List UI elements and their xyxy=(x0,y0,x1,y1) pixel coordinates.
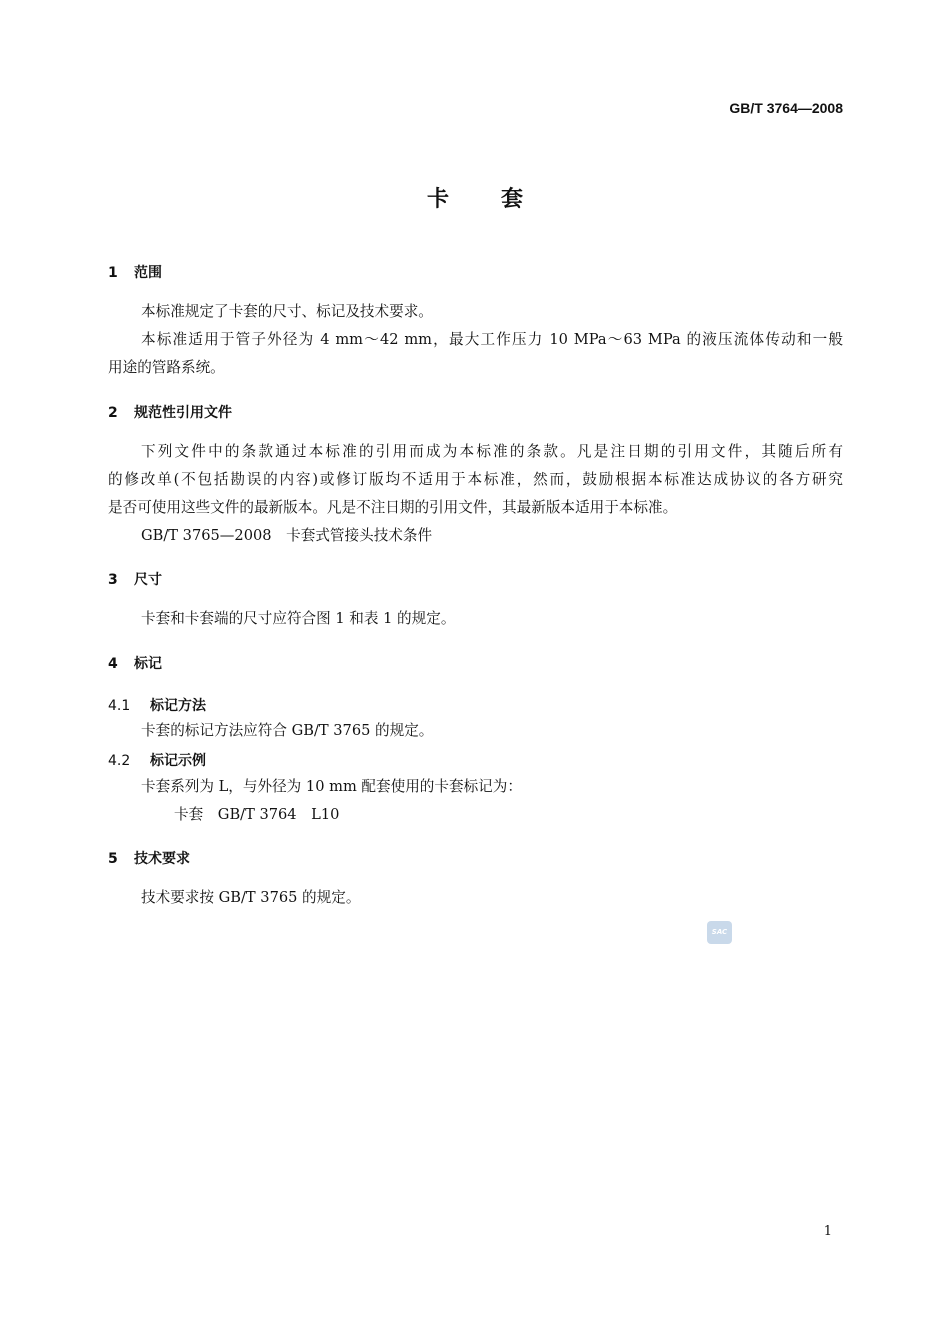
standard-code: GB/T 3764—2008 xyxy=(729,100,843,116)
marking-example: 卡套 GB/T 3764 L10 xyxy=(174,806,340,823)
section-1-heading xyxy=(108,262,162,282)
section-title: 范围 xyxy=(134,265,162,281)
section-4-2-heading xyxy=(108,750,206,770)
sac-watermark-logo: SAC xyxy=(707,921,732,944)
section-number: 4 xyxy=(108,656,118,672)
section-number: 3 xyxy=(108,572,118,588)
section-5-paragraph-1: 技术要求按 GB/T 3765 的规定。 xyxy=(141,889,361,906)
normative-reference: GB/T 3765—2008 卡套式管接头技术条件 xyxy=(141,527,433,544)
section-3-paragraph-1: 卡套和卡套端的尺寸应符合图 1 和表 1 的规定。 xyxy=(141,610,456,627)
section-title: 尺寸 xyxy=(134,572,162,588)
section-4-2-paragraph: 卡套系列为 L，与外径为 10 mm 配套使用的卡套标记为： xyxy=(141,778,522,795)
paragraph-line: 用途的管路系统。 xyxy=(108,359,225,376)
section-title: 技术要求 xyxy=(134,851,190,867)
subsection-title: 标记示例 xyxy=(150,753,206,769)
section-number: 2 xyxy=(108,405,118,421)
section-3-heading xyxy=(108,569,162,589)
subsection-title: 标记方法 xyxy=(150,698,206,714)
section-number: 5 xyxy=(108,851,118,867)
section-1-paragraph-2 xyxy=(108,326,843,382)
section-title: 标记 xyxy=(134,656,162,672)
paragraph-line: 的修改单(不包括勘误的内容)或修订版均不适用于本标准，然而，鼓励根据本标准达成协议的各方研究 xyxy=(108,471,843,488)
section-1-paragraph-1: 本标准规定了卡套的尺寸、标记及技术要求。 xyxy=(141,303,433,320)
subsection-number: 4.2 xyxy=(108,753,131,769)
section-2-heading xyxy=(108,402,232,422)
section-4-heading xyxy=(108,653,162,673)
subsection-number: 4.1 xyxy=(108,698,131,714)
section-4-1-heading xyxy=(108,695,206,715)
section-number: 1 xyxy=(108,265,118,281)
paragraph-line: 本标准适用于管子外径为 4 mm～42 mm，最大工作压力 10 MPa～63 MPa 的液压流体传动和一般 xyxy=(141,331,843,348)
section-title: 规范性引用文件 xyxy=(134,405,232,421)
paragraph-line: 下列文件中的条款通过本标准的引用而成为本标准的条款。凡是注日期的引用文件，其随后所有 xyxy=(141,443,843,460)
section-2-paragraph-1 xyxy=(108,438,843,522)
page-number: 1 xyxy=(823,1224,832,1239)
section-4-1-paragraph: 卡套的标记方法应符合 GB/T 3765 的规定。 xyxy=(141,722,434,739)
section-5-heading xyxy=(108,848,190,868)
paragraph-line: 是否可使用这些文件的最新版本。凡是不注日期的引用文件，其最新版本适用于本标准。 xyxy=(108,499,678,516)
document-title: 卡套 xyxy=(426,187,575,212)
